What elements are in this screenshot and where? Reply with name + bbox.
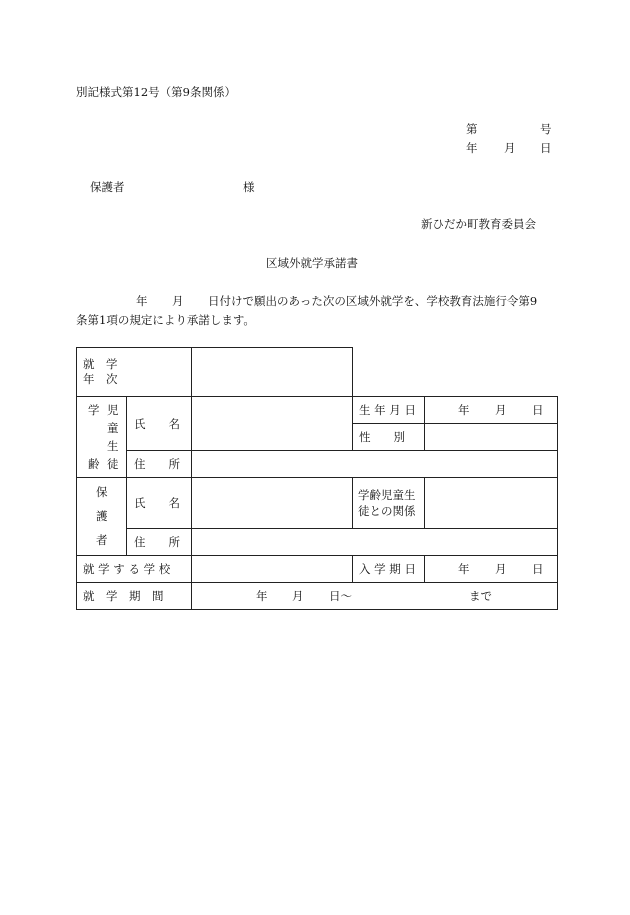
entry-day: 日 [532,562,544,576]
entry-year: 年 [458,562,470,576]
student-name-value-cell[interactable] [192,397,353,451]
school-label: 就 学 す る 学 校 [83,562,171,576]
student-group-char-1: 学 [88,403,100,417]
student-group-cell [77,397,127,478]
birth-day: 日 [532,403,544,417]
grade-label-line-1: 就 学 [83,357,118,371]
student-group-char-3: 童 [107,421,119,435]
student-group-char-4: 生 [107,439,119,453]
relation-label-line-2: 徒との関係 [358,504,416,518]
grade-value-cell[interactable] [192,348,353,397]
entry-date-label: 入 学 期 日 [359,562,416,576]
issuer: 新ひだか町教育委員会 [421,217,536,231]
guardian-name-value-cell[interactable] [192,478,353,529]
guardian-name-label-cell [127,478,192,529]
entry-date-label-cell [353,556,425,583]
body-line-1: 日付けで願出のあった次の区域外就学を、学校教育法施行令第9 [208,294,538,308]
period-value-cell[interactable] [192,583,558,610]
student-group-char-6: 徒 [107,457,119,471]
addressee-honorific: 様 [243,180,255,194]
period-year: 年 [256,589,268,603]
entry-date-value-cell[interactable] [425,556,558,583]
guardian-char-3: 者 [96,532,108,547]
guardian-group-cell [77,478,127,556]
student-group-char-2: 児 [107,403,119,417]
student-address-label-cell [127,451,192,478]
body-year: 年 [136,294,148,308]
body-line-2: 条第1項の規定により承諾します。 [76,313,255,327]
entry-month: 月 [495,562,507,576]
date-month: 月 [504,141,516,155]
guardian-address-label-cell [127,529,192,556]
date-day: 日 [540,141,552,155]
birth-year: 年 [458,403,470,417]
student-name-label-cell [127,397,192,451]
student-address-value-cell[interactable] [192,451,558,478]
birthdate-label-cell [353,397,425,424]
birthdate-label: 生 年 月 日 [359,403,416,417]
addressee-label: 保護者 [90,180,125,194]
grade-blank-area [353,348,558,397]
grade-label-line-2: 年 次 [83,372,118,386]
doc-number-suffix: 号 [540,122,552,136]
relation-value-cell[interactable] [425,478,558,529]
guardian-address-label: 住 所 [134,535,180,549]
guardian-char-1: 保 [96,484,108,499]
body-month: 月 [172,294,184,308]
period-label: 就 学 期 間 [83,589,164,603]
birthdate-value-cell[interactable] [425,397,558,424]
relation-label-line-1: 学齢児童生 [358,488,416,502]
school-label-cell [77,556,192,583]
period-day: 日〜 [329,589,352,603]
sex-label: 性 別 [359,430,405,444]
sex-value-cell[interactable] [425,424,558,451]
document-title: 区域外就学承諾書 [266,256,358,270]
grade-label-cell [77,348,192,397]
form-number: 別記様式第12号（第9条関係） [76,85,236,99]
period-until: まで [469,589,492,603]
guardian-char-2: 護 [96,508,108,523]
birth-month: 月 [495,403,507,417]
doc-number-prefix: 第 [466,122,478,136]
period-month: 月 [292,589,304,603]
date-year: 年 [466,141,478,155]
sex-label-cell [353,424,425,451]
student-address-label: 住 所 [134,457,180,471]
student-group-char-5: 齢 [88,457,100,471]
relation-label-cell [353,478,425,529]
guardian-address-value-cell[interactable] [192,529,558,556]
student-name-label: 氏 名 [134,416,180,431]
application-table [76,347,558,610]
guardian-name-label: 氏 名 [134,496,180,510]
school-value-cell[interactable] [192,556,353,583]
period-label-cell [77,583,192,610]
